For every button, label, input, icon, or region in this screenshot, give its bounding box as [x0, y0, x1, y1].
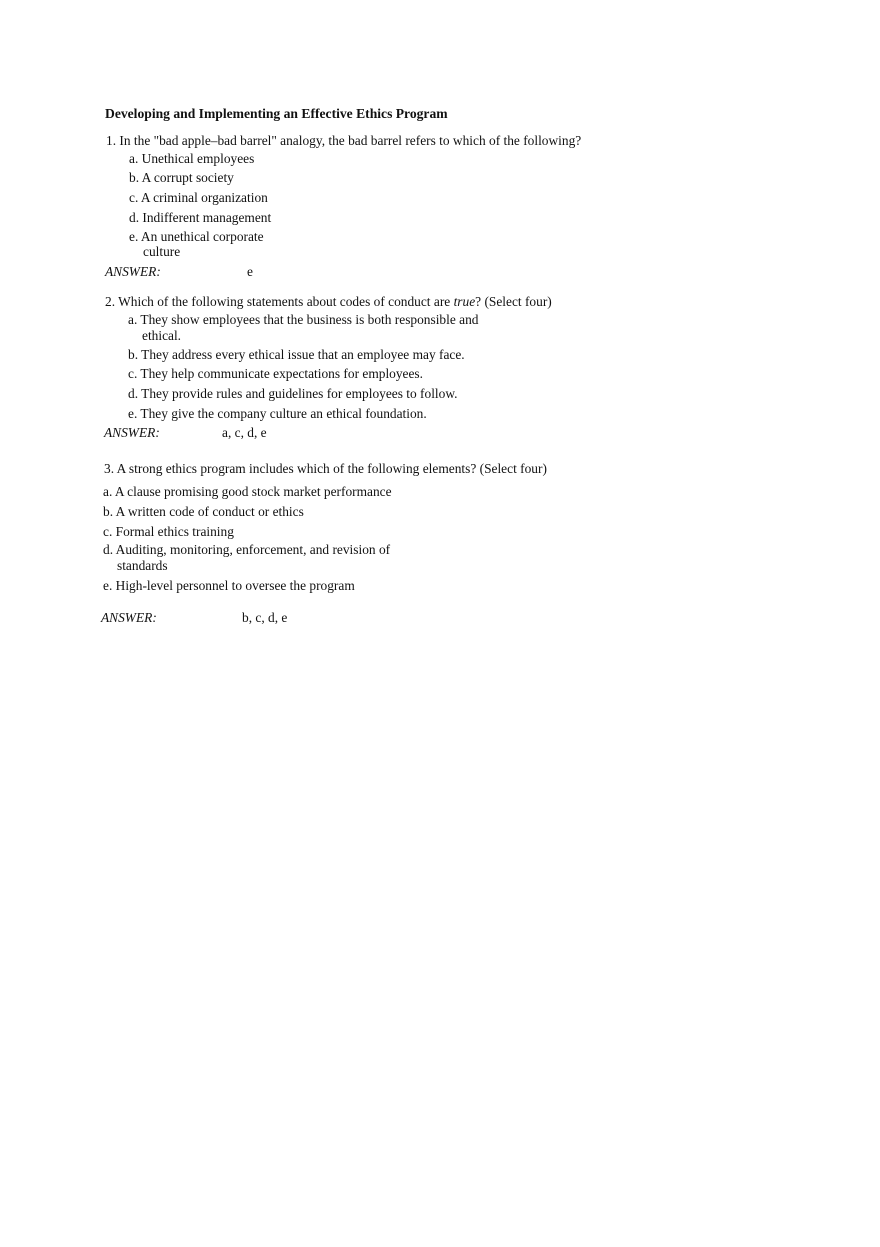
question-number: 1. [106, 133, 117, 148]
answer-value: a, c, d, e [222, 425, 267, 440]
answer-label: ANSWER: [104, 425, 160, 440]
option-a [128, 312, 478, 328]
option-text: A written code of conduct or ethics [115, 504, 304, 519]
option-text: A corrupt society [141, 170, 234, 185]
option-text: They provide rules and guidelines for employees to follow. [141, 386, 458, 401]
question-text [106, 133, 581, 149]
option-text: Unethical employees [141, 151, 255, 166]
option-text: High-level personnel to oversee the program [115, 578, 355, 593]
page-title: Developing and Implementing an Effective Ethics Program [105, 106, 448, 121]
option-d-continued: standards [117, 558, 168, 573]
option-a [103, 484, 392, 500]
option-a [129, 151, 254, 167]
option-text: An unethical corporate [140, 229, 264, 244]
option-e-continued: culture [143, 244, 181, 259]
option-d [103, 542, 390, 558]
option-letter: a. [103, 484, 113, 499]
option-letter: e. [103, 578, 113, 593]
option-letter: d. [103, 542, 114, 557]
question-stem: A strong ethics program includes which of the following elements? (Select four) [116, 461, 547, 476]
question-stem: Which of the following statements about codes of conduct are [118, 294, 454, 309]
question-stem-emphasis: true [453, 294, 476, 309]
option-letter: c. [128, 366, 138, 381]
option-b [103, 504, 304, 520]
answer-label: ANSWER: [105, 264, 161, 279]
option-c [128, 366, 423, 382]
option-letter: d. [129, 210, 140, 225]
option-e [103, 578, 355, 594]
option-d [129, 210, 271, 226]
option-letter: e. [128, 406, 138, 421]
option-b [128, 347, 465, 363]
question-text [105, 294, 552, 310]
option-letter: c. [129, 190, 139, 205]
answer-value: b, c, d, e [242, 610, 288, 625]
option-text: A clause promising good stock market performance [114, 484, 392, 499]
option-d [128, 386, 458, 402]
option-letter: c. [103, 524, 113, 539]
option-text: A criminal organization [140, 190, 268, 205]
option-letter: b. [128, 347, 139, 362]
option-letter: e. [129, 229, 139, 244]
option-text: They help communicate expectations for employees. [140, 366, 423, 381]
option-c [129, 190, 268, 206]
question-number: 3. [104, 461, 115, 476]
answer-value: e [247, 264, 253, 279]
option-text: They address every ethical issue that an employee may face. [141, 347, 465, 362]
option-e [128, 406, 427, 422]
option-a-continued: ethical. [142, 328, 182, 343]
option-letter: b. [103, 504, 114, 519]
question-stem-end: ? (Select four) [475, 294, 552, 309]
option-text: Formal ethics training [115, 524, 234, 539]
option-text: Auditing, monitoring, enforcement, and revision of [115, 542, 391, 557]
option-b [129, 170, 234, 186]
option-c [103, 524, 234, 540]
option-text: They show employees that the business is both responsible and [140, 312, 479, 327]
option-letter: d. [128, 386, 139, 401]
answer-label: ANSWER: [101, 610, 157, 625]
question-stem: In the "bad apple–bad barrel" analogy, the bad barrel refers to which of the following? [119, 133, 582, 148]
question-text [104, 461, 547, 477]
option-e [129, 229, 264, 245]
option-text: Indifferent management [142, 210, 272, 225]
option-letter: b. [129, 170, 140, 185]
option-letter: a. [128, 312, 138, 327]
option-text: They give the company culture an ethical foundation. [140, 406, 427, 421]
option-letter: a. [129, 151, 139, 166]
question-number: 2. [105, 294, 116, 309]
